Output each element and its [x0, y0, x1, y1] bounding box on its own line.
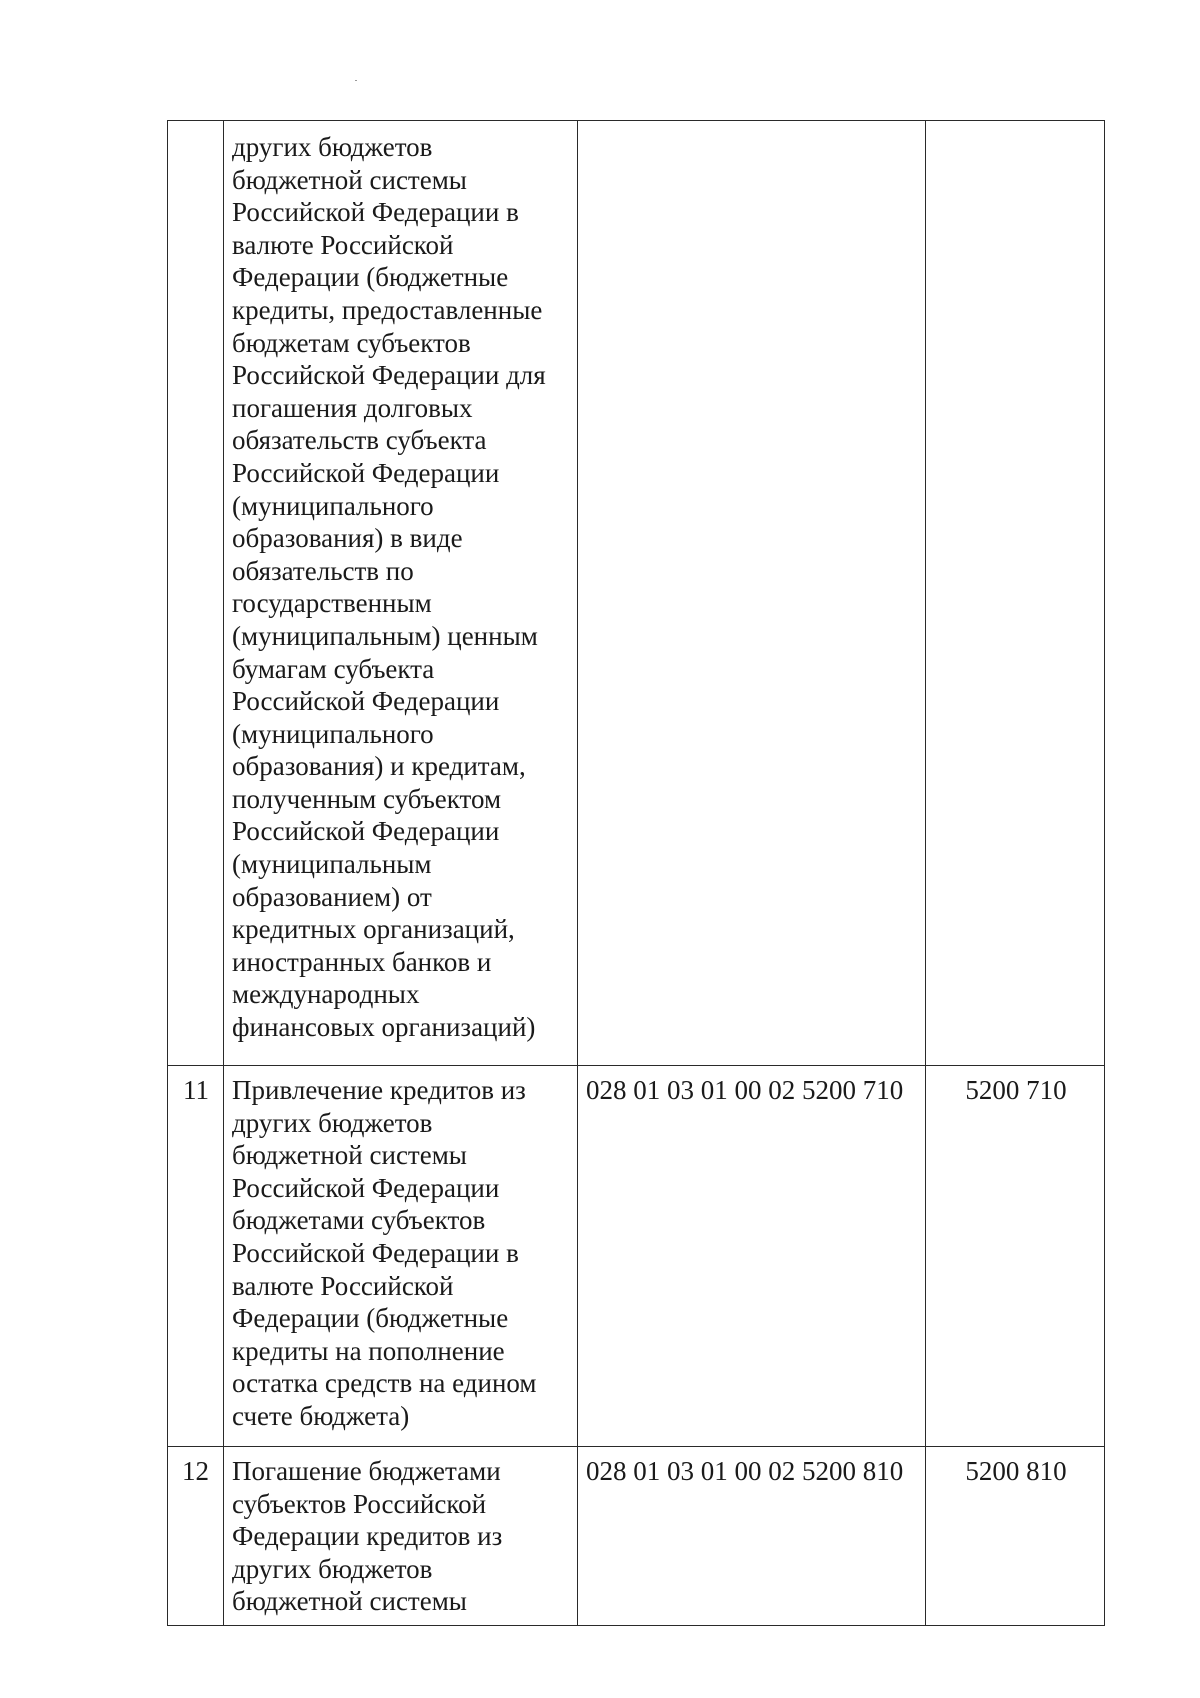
row-name-line: кредитных организаций,: [232, 914, 515, 945]
budget-codes-table: [167, 120, 1105, 1626]
row-number-cell: 12: [168, 1447, 224, 1626]
row-number-cell: 11: [168, 1066, 224, 1447]
row-name-line: бюджетами субъектов: [232, 1205, 486, 1236]
row-name-line: (муниципальным: [232, 849, 432, 880]
row-name-line: бюджетной системы: [232, 1586, 467, 1617]
row-name-line: (муниципального: [232, 718, 434, 749]
row-name-line: иностранных банков и: [232, 946, 492, 977]
row-code-cell: [578, 121, 926, 1066]
row-name-line: других бюджетов: [232, 1107, 433, 1138]
row-name-line: Российской Федерации: [232, 816, 500, 847]
row-name-cell: [224, 121, 578, 1066]
row-name-line: других бюджетов: [232, 1553, 433, 1584]
row-name-line: Федерации (бюджетные: [232, 1303, 509, 1334]
row-number-cell: [168, 121, 224, 1066]
row-name-line: государственным: [232, 588, 432, 619]
row-name-line: кредиты на пополнение: [232, 1335, 505, 1366]
row-name-line: Привлечение кредитов из: [232, 1075, 526, 1105]
row-name-line: Российской Федерации: [232, 686, 500, 717]
table-row: [168, 1066, 1105, 1447]
row-short-code-cell: 5200 810: [926, 1447, 1105, 1626]
row-name-line: Федерации кредитов из: [232, 1521, 503, 1552]
row-name-line: субъектов Российской: [232, 1488, 487, 1519]
row-name-line: Российской Федерации: [232, 457, 500, 488]
row-name-line: Российской Федерации в: [232, 197, 519, 228]
row-name-line: Российской Федерации для: [232, 360, 546, 391]
row-name-line: финансовых организаций): [232, 1012, 536, 1043]
row-code-cell: 028 01 03 01 00 02 5200 810: [578, 1447, 926, 1626]
row-name-line: образования) и кредитам,: [232, 751, 526, 782]
row-code-cell: 028 01 03 01 00 02 5200 710: [578, 1066, 926, 1447]
row-name-line: Погашение бюджетами: [232, 1456, 501, 1486]
row-name-line: образования) в виде: [232, 523, 463, 554]
row-name-line: Российской Федерации в: [232, 1237, 519, 1268]
table-row: [168, 1447, 1105, 1626]
row-name-line: бумагам субъекта: [232, 653, 435, 684]
row-name-line: валюте Российской: [232, 1270, 454, 1301]
row-name-line: международных: [232, 979, 420, 1010]
table-row: [168, 121, 1105, 1066]
row-name-line: бюджетной системы: [232, 164, 467, 195]
row-name-line: (муниципальным) ценным: [232, 620, 538, 651]
row-name-line: бюджетной системы: [232, 1140, 467, 1171]
row-name-line: Российской Федерации: [232, 1172, 500, 1203]
row-name-line: (муниципального: [232, 490, 434, 521]
row-name-line: бюджетам субъектов: [232, 327, 471, 358]
row-name-cell: [224, 1066, 578, 1447]
row-name-line: полученным субъектом: [232, 783, 502, 814]
row-name-line: обязательств субъекта: [232, 425, 487, 456]
row-name-line: образованием) от: [232, 881, 432, 912]
row-short-code-cell: 5200 710: [926, 1066, 1105, 1447]
scan-mark: [355, 80, 357, 81]
row-short-code-cell: [926, 121, 1105, 1066]
row-name-line: Федерации (бюджетные: [232, 262, 509, 293]
row-name-cell: [224, 1447, 578, 1626]
row-name-line: валюте Российской: [232, 229, 454, 260]
row-name-line: кредиты, предоставленные: [232, 294, 543, 325]
row-name-line: остатка средств на едином: [232, 1368, 537, 1399]
row-name-line: счете бюджета): [232, 1400, 410, 1431]
row-name-line: погашения долговых: [232, 392, 473, 423]
row-name-line: обязательств по: [232, 555, 414, 586]
row-name-line: других бюджетов: [232, 132, 433, 162]
